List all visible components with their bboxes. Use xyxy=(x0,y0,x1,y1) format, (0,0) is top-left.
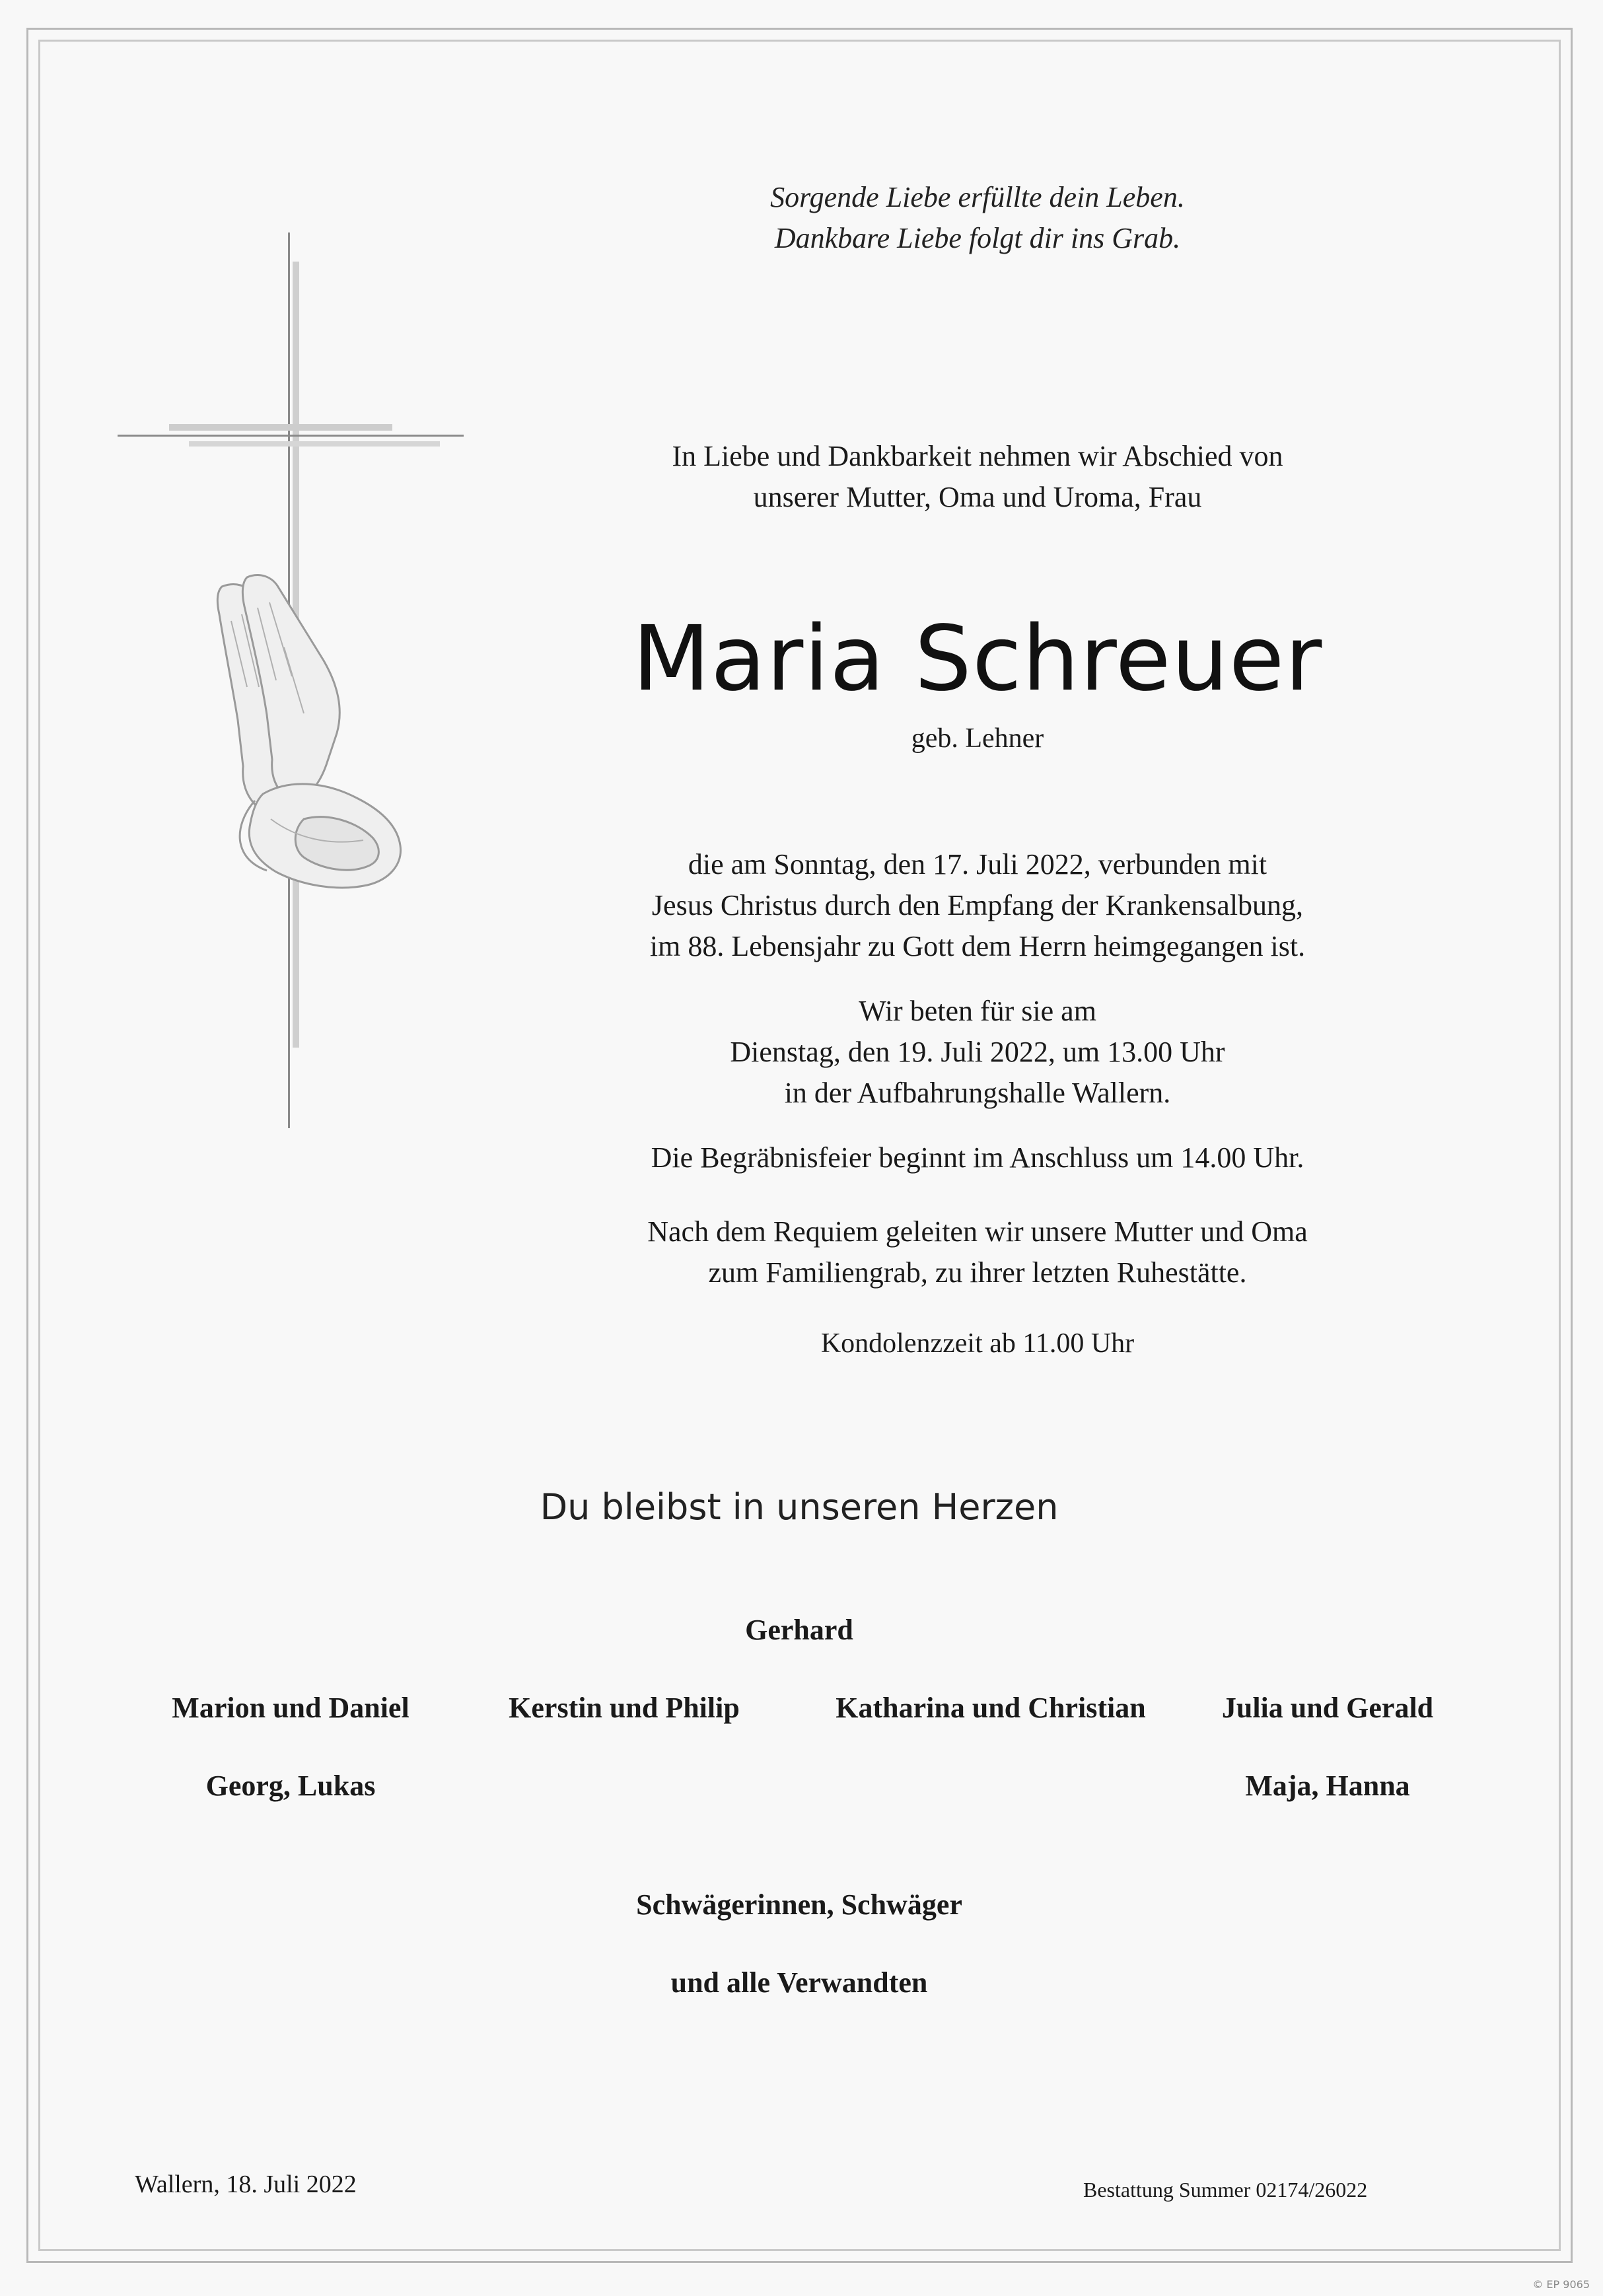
mourner-in-laws: Schwägerinnen, Schwäger xyxy=(636,1888,962,1921)
funeral-notice xyxy=(575,1137,1380,1178)
burial-line-1: Nach dem Requiem geleiten wir unsere Mutter und Oma xyxy=(647,1215,1308,1248)
mourner-family-1: Marion und Daniel xyxy=(172,1692,410,1724)
prayer-line-3: in der Aufbahrungshalle Wallern. xyxy=(784,1077,1171,1109)
mourner-family-4: Julia und Gerald xyxy=(1221,1692,1434,1724)
mourner-family-3: Katharina und Christian xyxy=(836,1692,1146,1724)
closing-phrase: Du bleibst in unseren Herzen xyxy=(540,1486,1059,1528)
burial-line-2: zum Familiengrab, zu ihrer letzten Ruhestätte. xyxy=(708,1256,1247,1289)
death-notice-line-3: im 88. Lebensjahr zu Gott dem Herrn heimgegangen ist. xyxy=(649,930,1306,962)
funeral-line-1: Die Begräbnisfeier beginnt im Anschluss um 14.00 Uhr. xyxy=(651,1141,1304,1174)
undertaker: Bestattung Summer 02174/26022 xyxy=(1083,2178,1368,2202)
cross-with-praying-hands-icon xyxy=(106,225,476,1136)
place-date: Wallern, 18. Juli 2022 xyxy=(135,2170,357,2198)
prayer-notice xyxy=(575,991,1380,1114)
death-notice xyxy=(575,844,1380,967)
prayer-line-1: Wir beten für sie am xyxy=(859,995,1096,1027)
motto xyxy=(575,177,1380,259)
death-notice-line-1: die am Sonntag, den 17. Juli 2022, verbunden mit xyxy=(688,848,1267,880)
intro-line-2: unserer Mutter, Oma und Uroma, Frau xyxy=(753,481,1202,513)
prayer-line-2: Dienstag, den 19. Juli 2022, um 13.00 Uhr xyxy=(730,1036,1225,1068)
burial-notice xyxy=(575,1211,1380,1293)
condolence-line-1: Kondolenzzeit ab 11.00 Uhr xyxy=(820,1328,1135,1359)
motto-line-2: Dankbare Liebe folgt dir ins Grab. xyxy=(774,222,1181,254)
mourner-grandchildren-left: Georg, Lukas xyxy=(205,1770,376,1802)
maiden-name: geb. Lehner xyxy=(911,723,1044,754)
mourner-grandchildren-right: Maja, Hanna xyxy=(1245,1770,1410,1802)
condolence-notice xyxy=(575,1323,1380,1364)
intro xyxy=(575,436,1380,518)
copyright: © EP 9065 xyxy=(1532,2278,1590,2291)
motto-line-1: Sorgende Liebe erfüllte dein Leben. xyxy=(770,181,1185,213)
death-notice-line-2: Jesus Christus durch den Empfang der Krankensalbung, xyxy=(651,889,1304,921)
mourner-relatives: und alle Verwandten xyxy=(670,1966,928,1999)
mourner-family-2: Kerstin und Philip xyxy=(509,1692,740,1724)
deceased-name: Maria Schreuer xyxy=(632,607,1323,711)
mourner-son: Gerhard xyxy=(745,1614,853,1646)
intro-line-1: In Liebe und Dankbarkeit nehmen wir Abschied von xyxy=(672,440,1283,472)
